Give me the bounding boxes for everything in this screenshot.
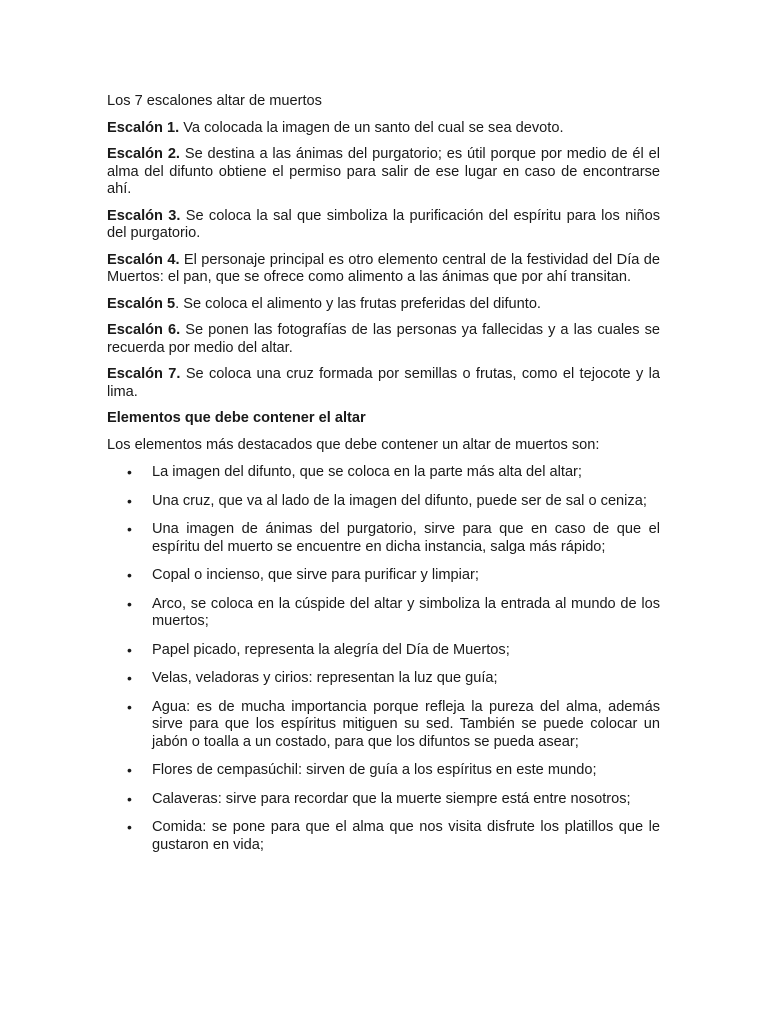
list-item-text: Una imagen de ánimas del purgatorio, sirve para que en caso de que el espíritu del muerto se encuentre en dicha instancia, salga más rápido; (152, 521, 660, 555)
list-item (107, 493, 660, 511)
step-text: Va colocada la imagen de un santo del cual se sea devoto. (179, 119, 564, 136)
list-item (107, 567, 660, 585)
bullet-icon: • (127, 595, 132, 612)
step-label: Escalón 4. (107, 251, 180, 268)
list-item (107, 642, 660, 660)
list-item-text: Papel picado, representa la alegría del Día de Muertos; (152, 641, 510, 658)
bullet-icon: • (127, 698, 132, 715)
bullet-icon: • (127, 762, 132, 778)
section-heading: Elementos que debe contener el altar (107, 410, 366, 426)
list-item-text: La imagen del difunto, que se coloca en la parte más alta del altar; (152, 464, 582, 480)
list-item (107, 791, 660, 809)
step-paragraph (107, 296, 660, 314)
list-item-text: Copal o incienso, que sirve para purificar y limpiar; (152, 567, 479, 583)
step-paragraph (107, 252, 660, 287)
step-text: Se ponen las fotografías de las personas ya fallecidas y a las cuales se recuerda por medio del altar. (107, 322, 660, 356)
bullet-icon: • (127, 567, 132, 583)
bullet-icon: • (127, 819, 132, 835)
step-text: Se coloca la sal que simboliza la purificación del espíritu para los niños del purgatorio. (107, 207, 660, 241)
step-label: Escalón 5 (107, 295, 176, 312)
list-item-text: Comida: se pone para que el alma que nos visita disfrute los platillos que le gustaron en vida; (152, 819, 660, 853)
bullet-icon: • (127, 670, 132, 686)
list-item (107, 464, 660, 482)
step-paragraph (107, 322, 660, 357)
step-paragraph (107, 366, 660, 401)
bullet-icon: • (127, 492, 132, 509)
steps-section (107, 120, 660, 402)
bullet-icon: • (127, 641, 132, 658)
document-title: Los 7 escalones altar de muertos (107, 93, 322, 109)
list-item (107, 521, 660, 556)
list-item-text: Arco, se coloca en la cúspide del altar y simboliza la entrada al mundo de los muertos; (152, 595, 660, 629)
list-item (107, 699, 660, 752)
bullet-icon: • (127, 464, 132, 480)
step-label: Escalón 1. (107, 119, 180, 136)
section-intro: Los elementos más destacados que debe contener un altar de muertos son: (107, 436, 600, 453)
bullet-icon: • (127, 790, 132, 807)
elements-list (107, 464, 660, 854)
list-item (107, 762, 660, 780)
step-label: Escalón 3. (107, 207, 181, 224)
bullet-icon: • (127, 521, 132, 537)
step-text: Se coloca una cruz formada por semillas o frutas, como el tejocote y la lima. (107, 366, 660, 400)
step-text: Se destina a las ánimas del purgatorio; es útil porque por medio de él el alma del difunto obtiene el permiso para salir de ese lugar en caso de encontrarse ahí. (107, 146, 660, 197)
list-item (107, 819, 660, 854)
list-item (107, 670, 660, 688)
step-text: . Se coloca el alimento y las frutas preferidas del difunto. (175, 295, 541, 312)
list-item (107, 596, 660, 631)
list-item-text: Velas, veladoras y cirios: representan la luz que guía; (152, 670, 498, 686)
step-text: El personaje principal es otro elemento central de la festividad del Día de Muertos: el pan, que se ofrece como alimento a las ánimas que por ahí transitan. (107, 251, 660, 285)
step-label: Escalón 6. (107, 322, 181, 338)
step-label: Escalón 2. (107, 146, 180, 162)
list-item-text: Agua: es de mucha importancia porque refleja la pureza del alma, además sirve para que los espíritus mitiguen su sed. También se puede colocar un jabón o toalla a un costado, para que los difuntos se pueda asear; (152, 698, 660, 750)
list-item-text: Una cruz, que va al lado de la imagen del difunto, puede ser de sal o ceniza; (152, 492, 647, 509)
list-item-text: Calaveras: sirve para recordar que la muerte siempre está entre nosotros; (152, 790, 631, 807)
step-paragraph (107, 120, 660, 138)
step-paragraph (107, 208, 660, 243)
step-paragraph (107, 146, 660, 199)
list-item-text: Flores de cempasúchil: sirven de guía a los espíritus en este mundo; (152, 762, 597, 778)
step-label: Escalón 7. (107, 366, 181, 382)
